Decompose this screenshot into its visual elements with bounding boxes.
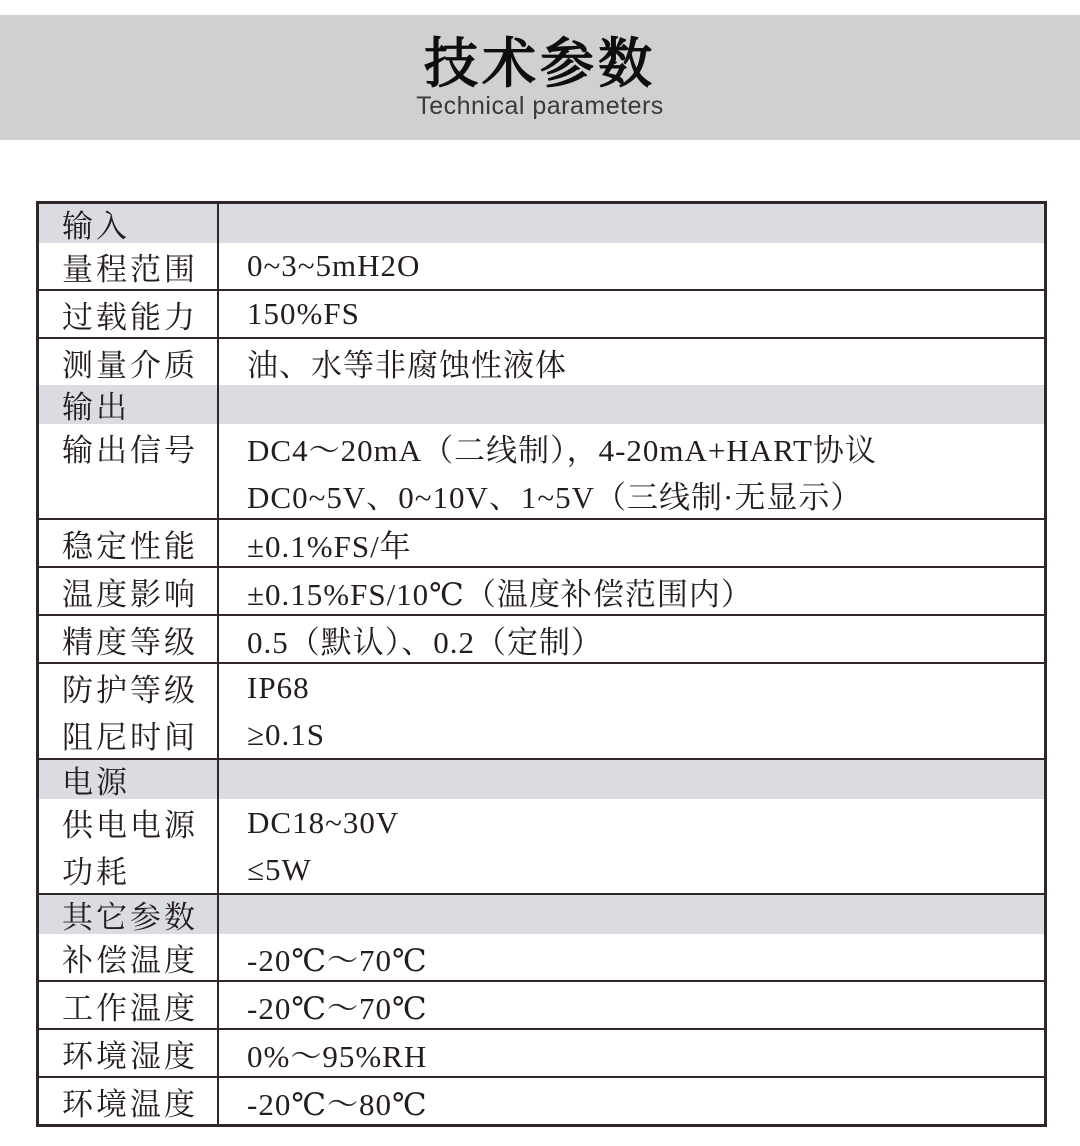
param-value: 油、水等非腐蚀性液体 xyxy=(247,347,567,383)
param-label: 输入 xyxy=(39,204,219,243)
param-value: 0~3~5mH2O xyxy=(247,248,421,283)
param-label: 精度等级 xyxy=(39,616,219,662)
param-label: 过载能力 xyxy=(39,291,219,337)
param-label: 输出信号 xyxy=(39,424,219,471)
table-row xyxy=(39,339,1044,385)
param-label: 防护等级 xyxy=(39,664,219,711)
table-line xyxy=(39,982,1044,1028)
param-value: 0.5（默认）、0.2（定制） xyxy=(247,624,603,660)
page xyxy=(0,15,1080,1122)
param-value: -20℃～70℃ xyxy=(247,942,428,978)
table-row xyxy=(39,520,1044,568)
header-banner xyxy=(0,15,1080,140)
table-line xyxy=(39,291,1044,337)
param-value: DC4～20mA（二线制），4-20mA+HART协议 xyxy=(247,433,877,468)
param-label: 电源 xyxy=(39,760,219,799)
param-label: 量程范围 xyxy=(39,243,219,289)
table-row xyxy=(39,424,1044,520)
section-row xyxy=(39,204,1044,243)
table-row xyxy=(39,799,1044,895)
table-line xyxy=(39,568,1044,614)
param-label: 功耗 xyxy=(39,846,219,893)
table-line xyxy=(39,1030,1044,1076)
table-line xyxy=(39,471,1044,518)
param-value xyxy=(219,204,1044,243)
section-row xyxy=(39,895,1044,934)
table-line xyxy=(39,616,1044,662)
table-row xyxy=(39,568,1044,616)
param-label: 环境湿度 xyxy=(39,1030,219,1076)
table-line xyxy=(39,520,1044,566)
param-value: ≤5W xyxy=(247,851,312,887)
param-label: 测量介质 xyxy=(39,339,219,385)
table-line xyxy=(39,846,1044,893)
param-value: ±0.1%FS/年 xyxy=(247,528,412,564)
table-line xyxy=(39,895,1044,934)
section-row xyxy=(39,385,1044,424)
table-line xyxy=(39,385,1044,424)
param-value: DC18~30V xyxy=(247,804,400,840)
param-label: 阻尼时间 xyxy=(39,711,219,758)
table-line xyxy=(39,934,1044,980)
param-value xyxy=(219,760,1044,799)
table-row xyxy=(39,664,1044,760)
table-line xyxy=(39,243,1044,289)
table-line xyxy=(39,760,1044,799)
param-value: -20℃～80℃ xyxy=(247,1086,428,1122)
table-line xyxy=(39,664,1044,711)
table-row xyxy=(39,982,1044,1030)
param-label: 稳定性能 xyxy=(39,520,219,566)
param-label: 供电电源 xyxy=(39,799,219,846)
table-row xyxy=(39,1078,1044,1124)
table-row xyxy=(39,1030,1044,1078)
table-line xyxy=(39,424,1044,471)
param-value xyxy=(219,895,1044,934)
param-value xyxy=(219,385,1044,424)
param-label: 环境温度 xyxy=(39,1078,219,1124)
param-value: IP68 xyxy=(247,669,310,705)
table-row xyxy=(39,934,1044,982)
table-line xyxy=(39,204,1044,243)
param-label: 温度影响 xyxy=(39,568,219,614)
param-value: 0%～95%RH xyxy=(247,1038,428,1074)
page-title: 技术参数 xyxy=(424,34,656,94)
param-value: DC0~5V、0~10V、1~5V（三线制·无显示） xyxy=(247,480,863,515)
spec-table xyxy=(36,201,1047,1127)
page-subtitle: Technical parameters xyxy=(416,92,664,120)
param-label: 补偿温度 xyxy=(39,934,219,980)
table-row xyxy=(39,291,1044,339)
table-row xyxy=(39,243,1044,291)
table-line xyxy=(39,339,1044,385)
param-label: 其它参数 xyxy=(39,895,219,934)
table-line xyxy=(39,1078,1044,1124)
table-line xyxy=(39,711,1044,758)
table-row xyxy=(39,616,1044,664)
param-label: 输出 xyxy=(39,385,219,424)
section-row xyxy=(39,760,1044,799)
param-label xyxy=(39,471,219,518)
param-value: ±0.15%FS/10℃（温度补偿范围内） xyxy=(247,576,753,612)
table-line xyxy=(39,799,1044,846)
param-value: ≥0.1S xyxy=(247,716,326,752)
param-value: -20℃～70℃ xyxy=(247,990,428,1026)
param-label: 工作温度 xyxy=(39,982,219,1028)
param-value: 150%FS xyxy=(247,296,360,331)
